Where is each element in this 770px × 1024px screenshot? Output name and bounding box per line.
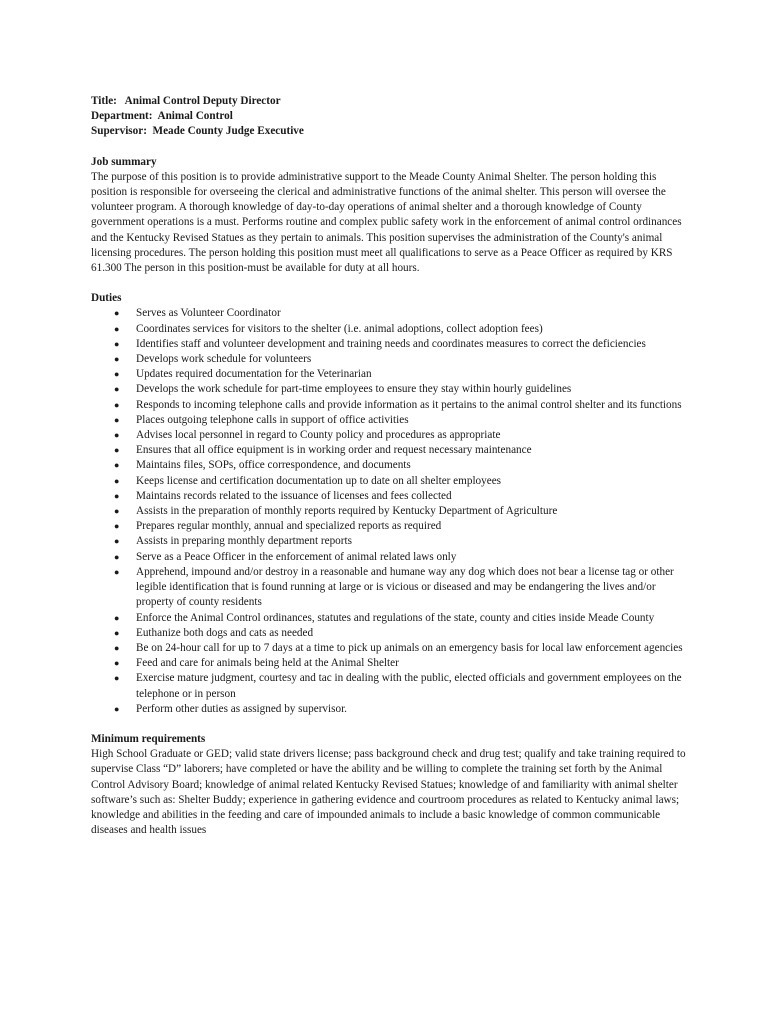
- bullet-icon: ●: [114, 430, 120, 441]
- duty-text: Ensures that all office equipment is in working order and request necessary maintenance: [136, 444, 532, 457]
- duty-item: [91, 702, 691, 717]
- document-page: [91, 94, 691, 838]
- duty-item: [91, 626, 691, 641]
- duty-item: [91, 565, 691, 611]
- minimum-requirements-text: High School Graduate or GED; valid state drivers license; pass background check and drug test; qualify and take training required to supervise Class “D” laborers; have completed or have the ability and be willing to complete the training set forth by the Animal Control Advisory Board; knowledge of animal related Kentucky Revised Statues; knowledge of and familiarity with animal shelter software’s such as: Shelter Buddy; experience in gathering evidence and courtroom procedures as related to Kentucky animal laws; knowledge and abilities in the feeding and care of impounded animals to include a basic knowledge of common communicable diseases and health issues: [91, 748, 686, 837]
- duty-item: [91, 550, 691, 565]
- bullet-icon: ●: [114, 308, 120, 319]
- bullet-icon: ●: [114, 354, 120, 365]
- minimum-requirements-heading: Minimum requirements: [91, 732, 206, 745]
- bullet-icon: ●: [114, 521, 120, 532]
- bullet-icon: ●: [114, 490, 120, 501]
- duty-item: [91, 641, 691, 656]
- bullet-icon: ●: [114, 642, 120, 653]
- duty-text: Serve as a Peace Officer in the enforcement of animal related laws only: [136, 550, 457, 563]
- bullet-icon: ●: [114, 475, 120, 486]
- duty-text: Advises local personnel in regard to County policy and procedures as appropriate: [136, 429, 501, 442]
- duty-item: [91, 519, 691, 534]
- bullet-icon: ●: [114, 612, 120, 623]
- duty-text: Updates required documentation for the Veterinarian: [136, 368, 372, 381]
- duty-text: Identifies staff and volunteer development and training needs and coordinates measures to correct the deficiencies: [136, 337, 646, 350]
- bullet-icon: ●: [114, 506, 120, 517]
- duty-item: [91, 474, 691, 489]
- duty-text: Assists in the preparation of monthly reports required by Kentucky Department of Agriculture: [136, 505, 558, 518]
- duty-text: Maintains files, SOPs, office correspondence, and documents: [136, 459, 411, 472]
- bullet-icon: ●: [114, 399, 120, 410]
- bullet-icon: ●: [114, 323, 120, 334]
- duty-item: [91, 489, 691, 504]
- duty-item: [91, 534, 691, 549]
- duty-text: Apprehend, impound and/or destroy in a reasonable and humane way any dog which does not bear a license tag or other legible identification that is found running at large or is vicious or diseased and may be endangering the lives and/or property of county residents: [136, 565, 674, 609]
- duty-text: Serves as Volunteer Coordinator: [136, 307, 281, 320]
- duty-text: Keeps license and certification documentation up to date on all shelter employees: [136, 474, 502, 487]
- duty-item: [91, 611, 691, 626]
- bullet-icon: ●: [114, 551, 120, 562]
- title-line: Title: Animal Control Deputy Director: [91, 95, 281, 107]
- duty-text: Responds to incoming telephone calls and provide information as it pertains to the animal control shelter and its functions: [136, 398, 682, 411]
- duty-item: [91, 398, 691, 413]
- bullet-icon: ●: [114, 338, 120, 349]
- bullet-icon: ●: [114, 445, 120, 456]
- bullet-icon: ●: [114, 566, 120, 577]
- duty-item: [91, 443, 691, 458]
- document-header: [91, 94, 691, 140]
- duty-text: Perform other duties as assigned by supervisor.: [136, 702, 347, 715]
- bullet-icon: ●: [114, 384, 120, 395]
- bullet-icon: ●: [114, 369, 120, 380]
- bullet-icon: ●: [114, 536, 120, 547]
- bullet-icon: ●: [114, 703, 120, 714]
- department-line: Department: Animal Control: [91, 110, 233, 123]
- duty-text: Euthanize both dogs and cats as needed: [136, 626, 314, 639]
- supervisor-line: Supervisor: Meade County Judge Executive: [91, 125, 304, 138]
- duty-item: [91, 413, 691, 428]
- duty-text: Maintains records related to the issuance of licenses and fees collected: [136, 489, 452, 502]
- duty-text: Develops work schedule for volunteers: [136, 353, 312, 366]
- duty-item: [91, 337, 691, 352]
- duty-item: [91, 306, 691, 321]
- bullet-icon: ●: [114, 658, 120, 669]
- duty-item: [91, 504, 691, 519]
- duty-item: [91, 382, 691, 397]
- duties-heading: Duties: [91, 292, 122, 305]
- bullet-icon: ●: [114, 414, 120, 425]
- duty-text: Coordinates services for visitors to the shelter (i.e. animal adoptions, collect adoption fees): [136, 322, 543, 335]
- duty-item: [91, 671, 691, 701]
- job-summary-text: The purpose of this position is to provide administrative support to the Meade County Animal Shelter. The person holding this position is responsible for overseeing the clerical and administrative functions of the animal shelter. This person will oversee the volunteer program. A thorough knowledge of day-to-day operations of animal shelter and a thorough knowledge of County government operations is a must. Performs routine and complex public safety work in the enforcement of animal control ordinances and the Kentucky Revised Statues as they pertain to animals. This position supervises the administration of the County's animal licensing procedures. The person holding this position must meet all qualifications to serve as a Peace Officer as required by KRS 61.300 The person in this position-must be available for duty at all hours.: [91, 170, 682, 275]
- duty-item: [91, 322, 691, 337]
- bullet-icon: ●: [114, 673, 120, 684]
- duty-text: Assists in preparing monthly department reports: [136, 535, 352, 548]
- duty-item: [91, 367, 691, 382]
- bullet-icon: ●: [114, 460, 120, 471]
- duty-item: [91, 458, 691, 473]
- duty-text: Develops the work schedule for part-time employees to ensure they stay within hourly guidelines: [136, 383, 572, 396]
- duty-text: Places outgoing telephone calls in support of office activities: [136, 413, 409, 426]
- job-summary-heading: Job summary: [91, 155, 157, 168]
- duty-text: Be on 24-hour call for up to 7 days at a time to pick up animals on an emergency basis for local law enforcement agencies: [136, 641, 683, 654]
- duty-text: Exercise mature judgment, courtesy and tac in dealing with the public, elected officials and government employees on the telephone or in person: [136, 672, 682, 700]
- duties-list: [91, 306, 691, 716]
- duty-item: [91, 352, 691, 367]
- duty-text: Enforce the Animal Control ordinances, statutes and regulations of the state, county and cities inside Meade County: [136, 611, 655, 624]
- bullet-icon: ●: [114, 627, 120, 638]
- duty-text: Feed and care for animals being held at the Animal Shelter: [136, 657, 399, 670]
- duty-text: Prepares regular monthly, annual and specialized reports as required: [136, 520, 442, 533]
- duty-item: [91, 656, 691, 671]
- duty-item: [91, 428, 691, 443]
